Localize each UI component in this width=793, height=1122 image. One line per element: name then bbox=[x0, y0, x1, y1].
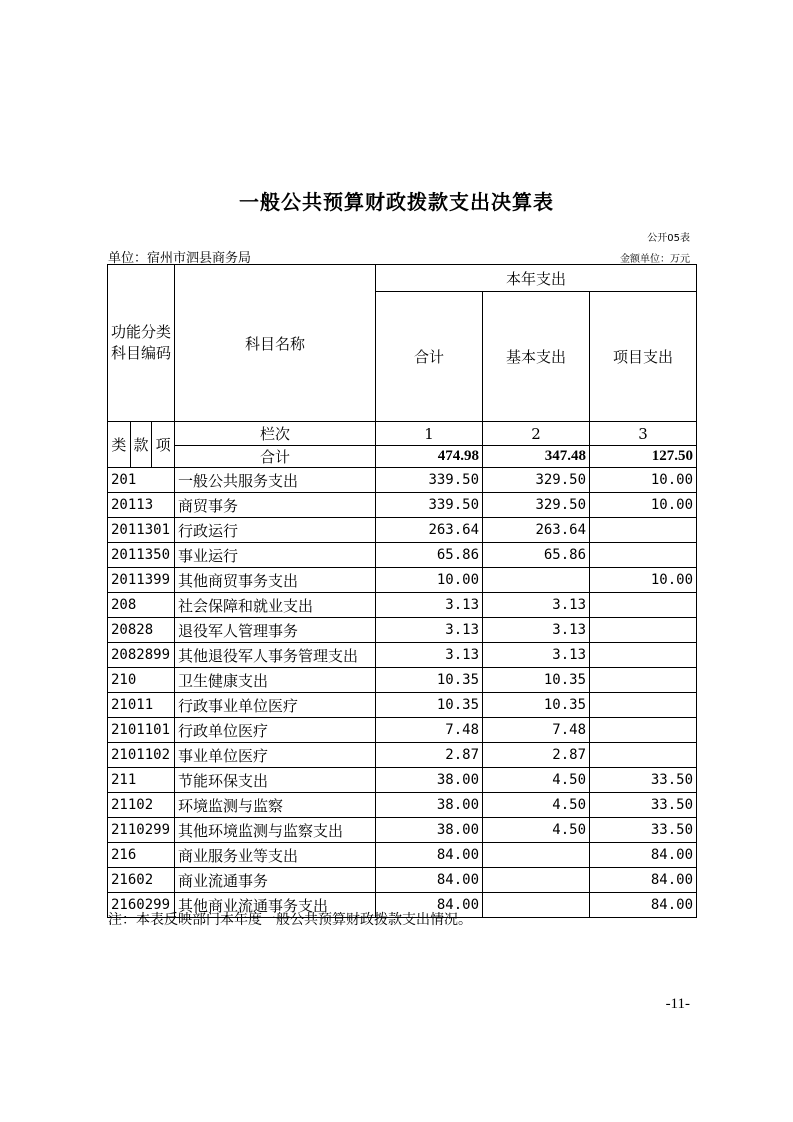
row-project bbox=[590, 718, 697, 743]
project-header: 项目支出 bbox=[590, 292, 697, 422]
year-expense-header: 本年支出 bbox=[376, 265, 697, 292]
row-total: 10.00 bbox=[376, 568, 483, 593]
row-name: 退役军人管理事务 bbox=[175, 618, 376, 643]
row-name: 环境监测与监察 bbox=[175, 793, 376, 818]
row-name: 商贸事务 bbox=[175, 493, 376, 518]
row-basic: 4.50 bbox=[483, 818, 590, 843]
row-total: 339.50 bbox=[376, 493, 483, 518]
table-row bbox=[108, 593, 697, 618]
row-total: 38.00 bbox=[376, 818, 483, 843]
row-code: 21602 bbox=[108, 868, 175, 893]
row-code: 201 bbox=[108, 468, 175, 493]
row-total: 38.00 bbox=[376, 768, 483, 793]
table-row bbox=[108, 618, 697, 643]
row-name: 节能环保支出 bbox=[175, 768, 376, 793]
row-code: 20828 bbox=[108, 618, 175, 643]
sum-project: 127.50 bbox=[590, 446, 697, 468]
row-code: 2110299 bbox=[108, 818, 175, 843]
row-basic bbox=[483, 568, 590, 593]
row-total: 10.35 bbox=[376, 693, 483, 718]
row-total: 84.00 bbox=[376, 893, 483, 918]
row-code: 208 bbox=[108, 593, 175, 618]
table-code-label: 公开05表 bbox=[647, 233, 690, 244]
row-total: 2.87 bbox=[376, 743, 483, 768]
row-basic: 10.35 bbox=[483, 693, 590, 718]
row-name: 行政事业单位医疗 bbox=[175, 693, 376, 718]
row-total: 38.00 bbox=[376, 793, 483, 818]
row-project: 84.00 bbox=[590, 843, 697, 868]
money-unit-label: 金额单位：万元 bbox=[620, 254, 690, 265]
table-row bbox=[108, 843, 697, 868]
row-total: 3.13 bbox=[376, 643, 483, 668]
lei-header: 类 bbox=[108, 422, 131, 468]
row-total: 65.86 bbox=[376, 543, 483, 568]
table-row bbox=[108, 768, 697, 793]
row-code: 21102 bbox=[108, 793, 175, 818]
row-name: 其他环境监测与监察支出 bbox=[175, 818, 376, 843]
row-project: 10.00 bbox=[590, 493, 697, 518]
row-name: 卫生健康支出 bbox=[175, 668, 376, 693]
row-name: 商业流通事务 bbox=[175, 868, 376, 893]
row-basic: 329.50 bbox=[483, 468, 590, 493]
row-name: 事业运行 bbox=[175, 543, 376, 568]
kuan-header: 款 bbox=[130, 422, 152, 468]
row-code: 210 bbox=[108, 668, 175, 693]
sum-basic: 347.48 bbox=[483, 446, 590, 468]
table-row bbox=[108, 693, 697, 718]
row-project bbox=[590, 593, 697, 618]
xiang-header: 项 bbox=[152, 422, 175, 468]
row-total: 3.13 bbox=[376, 593, 483, 618]
row-project bbox=[590, 743, 697, 768]
total-header: 合计 bbox=[376, 292, 483, 422]
row-code: 2101102 bbox=[108, 743, 175, 768]
row-total: 7.48 bbox=[376, 718, 483, 743]
basic-header: 基本支出 bbox=[483, 292, 590, 422]
row-name: 其他退役军人事务管理支出 bbox=[175, 643, 376, 668]
row-code: 2011350 bbox=[108, 543, 175, 568]
table-row bbox=[108, 643, 697, 668]
row-basic: 329.50 bbox=[483, 493, 590, 518]
row-project bbox=[590, 668, 697, 693]
table-row bbox=[108, 818, 697, 843]
page-number: -11- bbox=[665, 996, 690, 1012]
table-row bbox=[108, 793, 697, 818]
row-basic: 65.86 bbox=[483, 543, 590, 568]
row-basic: 3.13 bbox=[483, 643, 590, 668]
row-code: 216 bbox=[108, 843, 175, 868]
row-code: 2011399 bbox=[108, 568, 175, 593]
table-row bbox=[108, 518, 697, 543]
row-project bbox=[590, 543, 697, 568]
row-name: 事业单位医疗 bbox=[175, 743, 376, 768]
row-name: 其他商贸事务支出 bbox=[175, 568, 376, 593]
row-project bbox=[590, 518, 697, 543]
table-body bbox=[108, 468, 697, 918]
row-basic bbox=[483, 893, 590, 918]
row-basic: 4.50 bbox=[483, 793, 590, 818]
row-total: 10.35 bbox=[376, 668, 483, 693]
row-project bbox=[590, 693, 697, 718]
row-code: 20113 bbox=[108, 493, 175, 518]
row-name: 其他商业流通事务支出 bbox=[175, 893, 376, 918]
table-row bbox=[108, 543, 697, 568]
row-total: 84.00 bbox=[376, 843, 483, 868]
row-basic: 3.13 bbox=[483, 618, 590, 643]
row-basic: 263.64 bbox=[483, 518, 590, 543]
table-row bbox=[108, 668, 697, 693]
row-project: 10.00 bbox=[590, 568, 697, 593]
row-basic: 7.48 bbox=[483, 718, 590, 743]
row-project bbox=[590, 643, 697, 668]
row-total: 84.00 bbox=[376, 868, 483, 893]
row-project bbox=[590, 618, 697, 643]
footnote: 注：本表反映部门本年度一般公共预算财政拨款支出情况。 bbox=[108, 912, 472, 928]
row-total: 339.50 bbox=[376, 468, 483, 493]
col-index-2: 2 bbox=[483, 422, 590, 446]
row-code: 211 bbox=[108, 768, 175, 793]
row-name: 商业服务业等支出 bbox=[175, 843, 376, 868]
row-project: 84.00 bbox=[590, 868, 697, 893]
page-title: 一般公共预算财政拨款支出决算表 bbox=[239, 190, 554, 214]
row-total: 3.13 bbox=[376, 618, 483, 643]
func-code-header: 功能分类 科目编码 bbox=[108, 265, 175, 422]
row-project: 84.00 bbox=[590, 893, 697, 918]
row-basic: 3.13 bbox=[483, 593, 590, 618]
row-project: 33.50 bbox=[590, 768, 697, 793]
table-row bbox=[108, 493, 697, 518]
table-row bbox=[108, 568, 697, 593]
row-project: 33.50 bbox=[590, 793, 697, 818]
unit-label: 单位：宿州市泗县商务局 bbox=[108, 251, 252, 266]
sum-total: 474.98 bbox=[376, 446, 483, 468]
row-project: 33.50 bbox=[590, 818, 697, 843]
row-basic bbox=[483, 843, 590, 868]
column-index-label: 栏次 bbox=[175, 422, 376, 446]
row-name: 一般公共服务支出 bbox=[175, 468, 376, 493]
row-code: 2011301 bbox=[108, 518, 175, 543]
expense-table bbox=[107, 264, 697, 918]
row-basic: 2.87 bbox=[483, 743, 590, 768]
table-row bbox=[108, 468, 697, 493]
row-name: 行政运行 bbox=[175, 518, 376, 543]
row-basic bbox=[483, 868, 590, 893]
subject-name-header: 科目名称 bbox=[175, 265, 376, 422]
row-code: 2160299 bbox=[108, 893, 175, 918]
row-project: 10.00 bbox=[590, 468, 697, 493]
row-basic: 10.35 bbox=[483, 668, 590, 693]
table-row bbox=[108, 743, 697, 768]
col-index-3: 3 bbox=[590, 422, 697, 446]
table-row bbox=[108, 868, 697, 893]
row-name: 行政单位医疗 bbox=[175, 718, 376, 743]
row-name: 社会保障和就业支出 bbox=[175, 593, 376, 618]
row-total: 263.64 bbox=[376, 518, 483, 543]
row-code: 2082899 bbox=[108, 643, 175, 668]
row-basic: 4.50 bbox=[483, 768, 590, 793]
sum-label: 合计 bbox=[175, 446, 376, 468]
row-code: 21011 bbox=[108, 693, 175, 718]
col-index-1: 1 bbox=[376, 422, 483, 446]
table-row bbox=[108, 718, 697, 743]
row-code: 2101101 bbox=[108, 718, 175, 743]
